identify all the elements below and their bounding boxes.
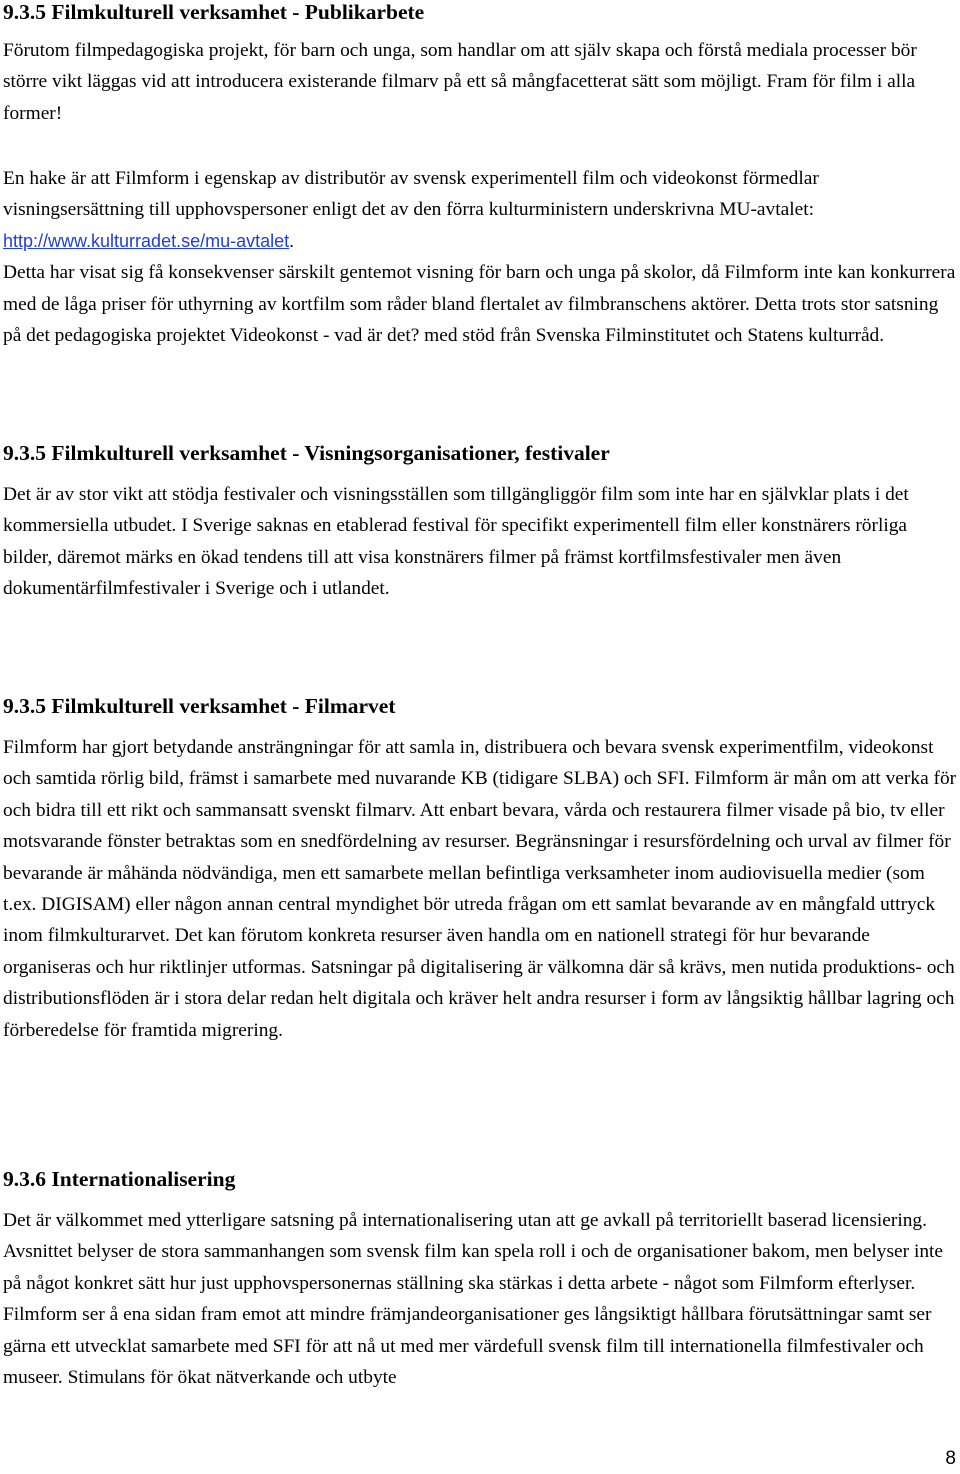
konsekvenser-text: Detta har visat sig få konsekvenser särskilt gentemot visning för barn och unga på skolor, då Filmform inte kan konkurrera med de låga priser för uthyrning av kortfilm som råder bland flertalet av filmbranschens aktörer. Detta trots stor satsning på det pedagogiska projektet Videokonst - vad är det? med stöd från Svenska Filminstitutet och Statens kulturråd. — [3, 262, 956, 347]
paragraph-mu-avtalet — [3, 163, 958, 351]
mu-avtalet-text: En hake är att Filmform i egenskap av distributör av svensk experimentell film och videokonst förmedlar visningsersättning till upphovspersoner enligt det av den förra kulturministern underskrivna MU-avtalet: — [3, 168, 819, 221]
internationalisering-text-1: Det är välkommet med ytterligare satsning på internationalisering utan att ge avkall på territoriellt baserad licensiering. Avsnittet belyser de stora sammanhangen som svensk film kan spela roll i och de organisationer bakom, men belyser inte på något konkret sätt hur just upphovspersonernas ställning ska stärkas i detta arbete - något som Filmform efterlyser. — [3, 1210, 944, 1294]
mu-avtalet-link[interactable]: http://www.kulturradet.se/mu-avtalet — [3, 230, 290, 251]
section-heading-filmarvet: 9.3.5 Filmkulturell verksamhet - Filmarvet — [3, 694, 396, 718]
section-heading-internationalisering: 9.3.6 Internationalisering — [3, 1167, 236, 1191]
paragraph-filmpedagogik: Förutom filmpedagogiska projekt, för barn och unga, som handlar om att själv skapa och förstå mediala processer bör större vikt läggas vid att introducera existerande filmarv på ett så mångfacetterat sätt som möjligt. Fram för film i alla former! — [3, 40, 917, 124]
internationalisering-text-2: Filmform ser å ena sidan fram emot att mindre främjandeorganisationer ges långsiktigt hållbara förutsättningar samt ser gärna ett utvecklat samarbete med SFI för att nå ut med mer värdefull svensk film till internationella filmfestivaler och museer. Stimulans för ökat nätverkande och utbyte — [3, 1304, 932, 1389]
paragraph-internationalisering — [3, 1205, 958, 1393]
paragraph-festivaler: Det är av stor vikt att stödja festivaler och visningsställen som tillgängliggör film som inte har en självklar plats i det kommersiella utbudet. I Sverige saknas en etablerad festival för specifikt experimentell film eller konstnärers rörliga bilder, däremot märks en ökad tendens till att visa konstnärers filmer på främst kortfilmsfestivaler men även dokumentärfilmfestivaler i Sverige och i utlandet. — [3, 484, 909, 600]
paragraph-filmarvet: Filmform har gjort betydande ansträngningar för att samla in, distribuera och bevara svensk experimentfilm, videokonst och samtida rörlig bild, främst i samarbete med nuvarande KB (tidigare SLBA) och SFI. Filmform är mån om att verka för och bidra till ett rikt och sammansatt svenskt filmarv. Att enbart bevara, vårda och restaurera filmer visade på bio, tv eller motsvarande fönster betraktas som en snedfördelning av resurser. Begränsningar i resursfördelning och urval av filmer för bevarande är måhända nödvändiga, men ett samarbete mellan befintliga verksamheter inom audiovisuella medier (som t.ex. DIGISAM) eller någon annan central myndighet bör utreda frågan om ett samlat bevarande av en mångfald uttryck inom filmkulturarvet. Det kan förutom konkreta resurser även handla om en nationell strategi för hur bevarande organiseras och hur riktlinjer utformas. Satsningar på digitalisering är välkomna där så krävs, men nutida produktions- och distributionsflöden är i stora delar redan helt digitala och kräver helt andra resurser i form av långsiktig hållbar lagring och förberedelse för framtida migrering. — [3, 737, 957, 1041]
section-heading-visningsorganisationer: 9.3.5 Filmkulturell verksamhet - Visningsorganisationer, festivaler — [3, 441, 610, 465]
page-number: 8 — [945, 1448, 956, 1469]
section-heading-publikarbete: 9.3.5 Filmkulturell verksamhet - Publikarbete — [3, 0, 425, 24]
link-trailing-period: . — [289, 230, 295, 251]
